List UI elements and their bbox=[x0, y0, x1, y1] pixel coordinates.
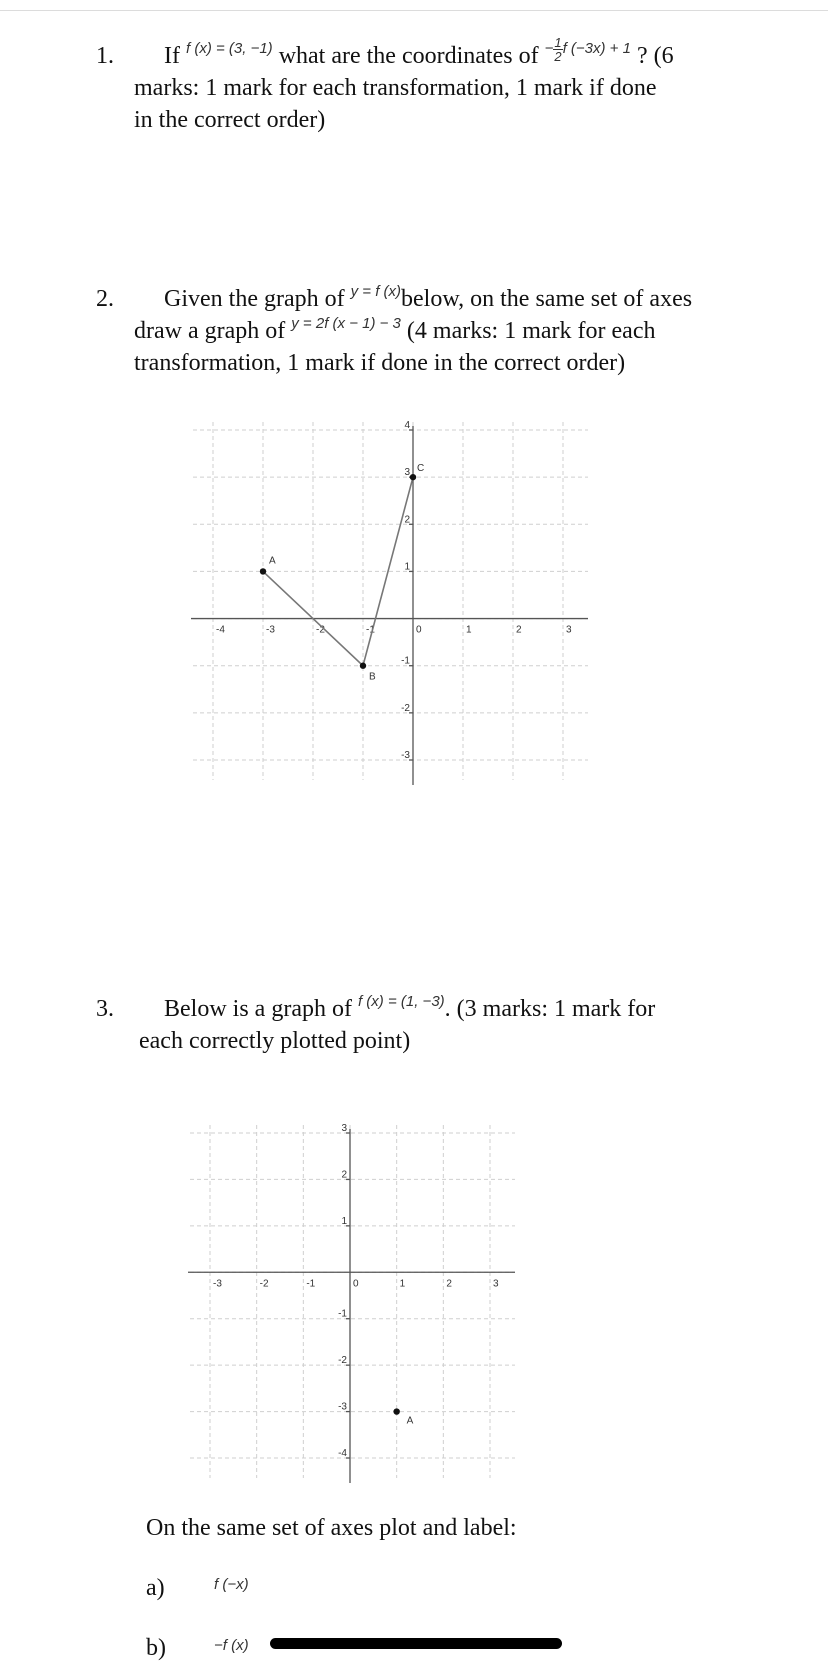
y-tick-label: -4 bbox=[338, 1448, 347, 1459]
q3-number: 3. bbox=[96, 996, 114, 1022]
q1-line2: marks: 1 mark for each transformation, 1 mark if done bbox=[134, 75, 657, 101]
x-tick-label: 1 bbox=[466, 624, 472, 636]
x-tick-label: -1 bbox=[306, 1278, 316, 1290]
q1-fraction bbox=[553, 36, 562, 63]
top-divider bbox=[0, 10, 828, 11]
q2-line2-a: draw a graph of bbox=[134, 318, 286, 344]
y-tick-label: 1 bbox=[341, 1215, 347, 1227]
x-tick-label: -3 bbox=[266, 624, 275, 636]
y-tick-label: 2 bbox=[341, 1169, 347, 1181]
q1-expr-rest: f (−3x) + 1 bbox=[562, 40, 631, 57]
q1-line1 bbox=[164, 34, 674, 75]
q2-expr1: y = f (x) bbox=[350, 283, 402, 300]
point-label-C: C bbox=[417, 463, 425, 475]
graph-f-of-x-point bbox=[190, 1113, 540, 1483]
q2-lead: Given the graph of bbox=[164, 286, 345, 312]
point-A bbox=[260, 568, 266, 574]
q3-lead: Below is a graph of bbox=[164, 996, 352, 1022]
chart2-ticks bbox=[213, 1123, 499, 1459]
q3-part-b-label: b) bbox=[146, 1635, 166, 1661]
chart2-grid bbox=[190, 1125, 515, 1478]
y-tick-label: -2 bbox=[338, 1355, 347, 1367]
x-tick-label: 0 bbox=[416, 624, 422, 636]
q1-expr-prefix: − bbox=[544, 40, 554, 57]
x-tick-label: -1 bbox=[366, 624, 375, 636]
q3-part-a-label: a) bbox=[146, 1575, 165, 1601]
y-tick-label: -3 bbox=[401, 750, 410, 761]
point-label-B: B bbox=[369, 671, 376, 683]
y-tick-label: -2 bbox=[401, 702, 410, 714]
chart1-ticks bbox=[216, 420, 572, 761]
x-tick-label: -2 bbox=[316, 624, 325, 636]
point-A bbox=[393, 1408, 399, 1414]
q2-expr2: y = 2f (x − 1) − 3 bbox=[291, 315, 401, 332]
q1-number: 1. bbox=[96, 43, 114, 69]
q2-line2 bbox=[134, 315, 655, 350]
x-tick-label: 3 bbox=[566, 624, 572, 636]
q1-frac-den: 2 bbox=[554, 48, 562, 64]
y-tick-label: -1 bbox=[338, 1308, 347, 1320]
q3-line1 bbox=[164, 993, 655, 1028]
horizontal-scrollbar[interactable] bbox=[270, 1638, 562, 1649]
q3-part-a-expr: f (−x) bbox=[214, 1576, 249, 1593]
q2-line2-b: (4 marks: 1 mark for each bbox=[406, 318, 656, 344]
point-label-A: A bbox=[269, 555, 276, 567]
q2-number: 2. bbox=[96, 286, 114, 312]
x-tick-label: 3 bbox=[493, 1278, 499, 1290]
q2-line1 bbox=[164, 283, 692, 318]
x-tick-label: 2 bbox=[516, 624, 522, 636]
y-tick-label: -1 bbox=[401, 655, 410, 667]
y-tick-label: 2 bbox=[404, 514, 410, 526]
x-tick-label: -3 bbox=[213, 1278, 222, 1290]
q1-frac-num: 1 bbox=[554, 34, 562, 50]
y-tick-label: 1 bbox=[404, 561, 410, 573]
q1-text-mid: what are the coordinates of bbox=[278, 43, 539, 69]
q3-part-b-expr-wrap bbox=[214, 1627, 249, 1662]
y-tick-label: 3 bbox=[341, 1123, 347, 1134]
x-tick-label: 2 bbox=[446, 1278, 452, 1290]
x-tick-label: 0 bbox=[353, 1278, 359, 1290]
y-tick-label: 3 bbox=[404, 467, 410, 479]
point-label-A: A bbox=[406, 1415, 414, 1427]
q1-lead: If bbox=[164, 43, 180, 69]
q3-instruction: On the same set of axes plot and label: bbox=[146, 1515, 517, 1541]
q2-line3: transformation, 1 mark if done in the correct order) bbox=[134, 350, 626, 376]
q3-text-tail: . (3 marks: 1 mark for bbox=[444, 996, 656, 1022]
x-tick-label: -4 bbox=[216, 624, 225, 636]
y-tick-label: 4 bbox=[404, 420, 410, 431]
q3-part-b-expr: −f (x) bbox=[214, 1637, 249, 1654]
q1-line3: in the correct order) bbox=[134, 107, 326, 133]
chart1-grid bbox=[193, 422, 588, 780]
y-tick-label: -3 bbox=[338, 1401, 347, 1413]
q3-part-a-expr-wrap bbox=[214, 1566, 249, 1601]
point-C bbox=[410, 474, 416, 480]
x-tick-label: 1 bbox=[399, 1278, 406, 1290]
q1-text-tail: ? (6 bbox=[636, 43, 674, 69]
q1-fx-expr: f (x) = (3, −1) bbox=[185, 40, 273, 57]
x-tick-label: -2 bbox=[259, 1278, 269, 1290]
q2-text-mid: below, on the same set of axes bbox=[401, 286, 693, 312]
graph-y-equals-f-of-x bbox=[188, 405, 598, 795]
q3-expr: f (x) = (1, −3) bbox=[357, 993, 445, 1010]
point-B bbox=[360, 663, 366, 669]
q3-line2: each correctly plotted point) bbox=[139, 1028, 411, 1054]
